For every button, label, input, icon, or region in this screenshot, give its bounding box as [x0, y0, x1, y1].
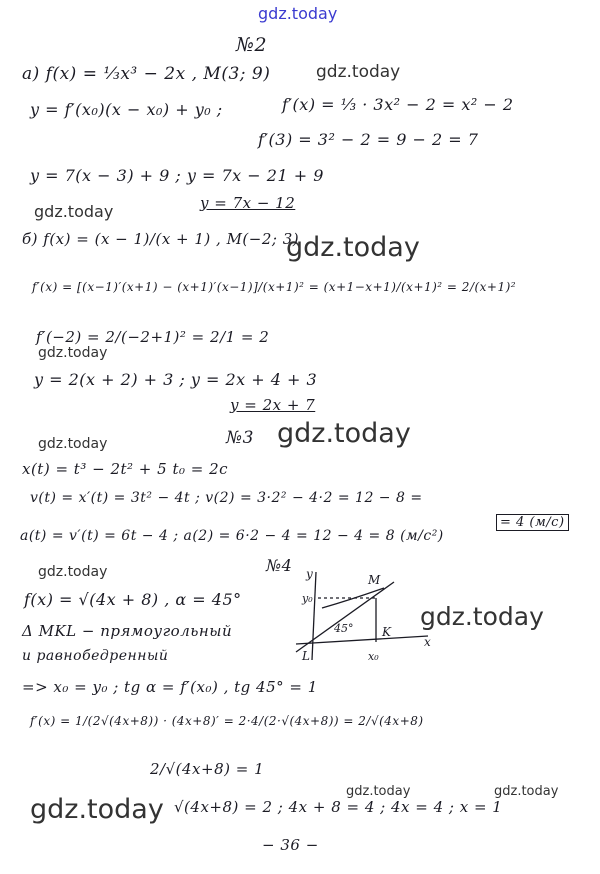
- task2-b-function: б) f(x) = (x − 1)/(x + 1) , M(−2; 3): [22, 230, 300, 248]
- task-number-3: №3: [226, 428, 254, 448]
- task-number-4: №4: [266, 556, 293, 575]
- task2-a-derivative: f′(x) = ⅓ · 3x² − 2 = x² − 2: [282, 95, 514, 114]
- task2-b-tangent: y = 2(x + 2) + 3 ; y = 2x + 4 + 3: [34, 370, 318, 389]
- task2-tangent-formula: y = f′(x₀)(x − x₀) + y₀ ;: [30, 100, 223, 119]
- graph-label-y: y: [306, 567, 313, 581]
- watermark-top: gdz.today: [258, 4, 338, 23]
- watermark: gdz.today: [494, 784, 559, 799]
- task3-acceleration: a(t) = v′(t) = 6t − 4 ; a(2) = 6·2 − 4 = 12 − 4 = 8 (м/с²): [20, 528, 444, 544]
- graph-label-y0: y₀: [302, 592, 313, 605]
- watermark: gdz.today: [316, 62, 401, 82]
- task4-derivative: f′(x) = 1/(2√(4x+8)) · (4x+8)′ = 2·4/(2·√(4x+8)) = 2/√(4x+8): [30, 714, 424, 728]
- graph-label-k: K: [382, 625, 391, 639]
- task3-coordinate: x(t) = t³ − 2t² + 5 t₀ = 2c: [22, 460, 229, 478]
- watermark: gdz.today: [286, 232, 420, 263]
- graph-y-axis: [312, 572, 316, 660]
- watermark: gdz.today: [38, 436, 108, 452]
- task4-solution: √(4x+8) = 2 ; 4x + 8 = 4 ; 4x = 4 ; x = 1: [174, 798, 503, 816]
- task4-condition: => x₀ = y₀ ; tg α = f′(x₀) , tg 45° = 1: [22, 678, 318, 696]
- task2-a-tangent: y = 7(x − 3) + 9 ; y = 7x − 21 + 9: [30, 166, 324, 185]
- task2-b-answer: y = 2x + 7: [230, 396, 316, 414]
- task4-triangle-note: Δ MKL − прямоугольный: [22, 622, 233, 640]
- watermark: gdz.today: [38, 564, 108, 580]
- page-number: − 36 −: [262, 836, 319, 854]
- graph-label-x0: x₀: [368, 650, 379, 663]
- graph-label-m: M: [368, 573, 381, 587]
- task2-b-derivative: f′(x) = [(x−1)′(x+1) − (x+1)′(x−1)]/(x+1)² = (x+1−x+1)/(x+1)² = 2/(x+1)²: [32, 280, 517, 294]
- watermark: gdz.today: [277, 418, 411, 449]
- task2-a-function: а) f(x) = ⅓x³ − 2x , M(3; 9): [22, 64, 271, 84]
- task-number-2: №2: [236, 34, 268, 56]
- graph-label-angle: 45°: [334, 622, 354, 635]
- task4-function: f(x) = √(4x + 8) , α = 45°: [24, 590, 242, 609]
- task3-velocity: v(t) = x′(t) = 3t² − 4t ; v(2) = 3·2² − 4·2 = 12 − 8 =: [30, 490, 423, 506]
- graph-label-l: L: [302, 649, 310, 663]
- graph-label-x: x: [424, 635, 431, 649]
- watermark: gdz.today: [34, 202, 114, 221]
- task2-b-derivative-value: f′(−2) = 2/(−2+1)² = 2/1 = 2: [36, 328, 270, 346]
- task3-velocity-answer: = 4 (м/с): [496, 514, 569, 531]
- watermark: gdz.today: [346, 784, 411, 799]
- task4-triangle-note-2: и равнобедренный: [22, 648, 169, 664]
- task4-equation: 2/√(4x+8) = 1: [150, 760, 265, 778]
- watermark: gdz.today: [38, 345, 108, 361]
- task2-a-derivative-value: f′(3) = 3² − 2 = 9 − 2 = 7: [258, 130, 479, 149]
- watermark: gdz.today: [420, 602, 544, 631]
- watermark: gdz.today: [30, 794, 164, 825]
- task2-a-answer: y = 7x − 12: [200, 194, 296, 212]
